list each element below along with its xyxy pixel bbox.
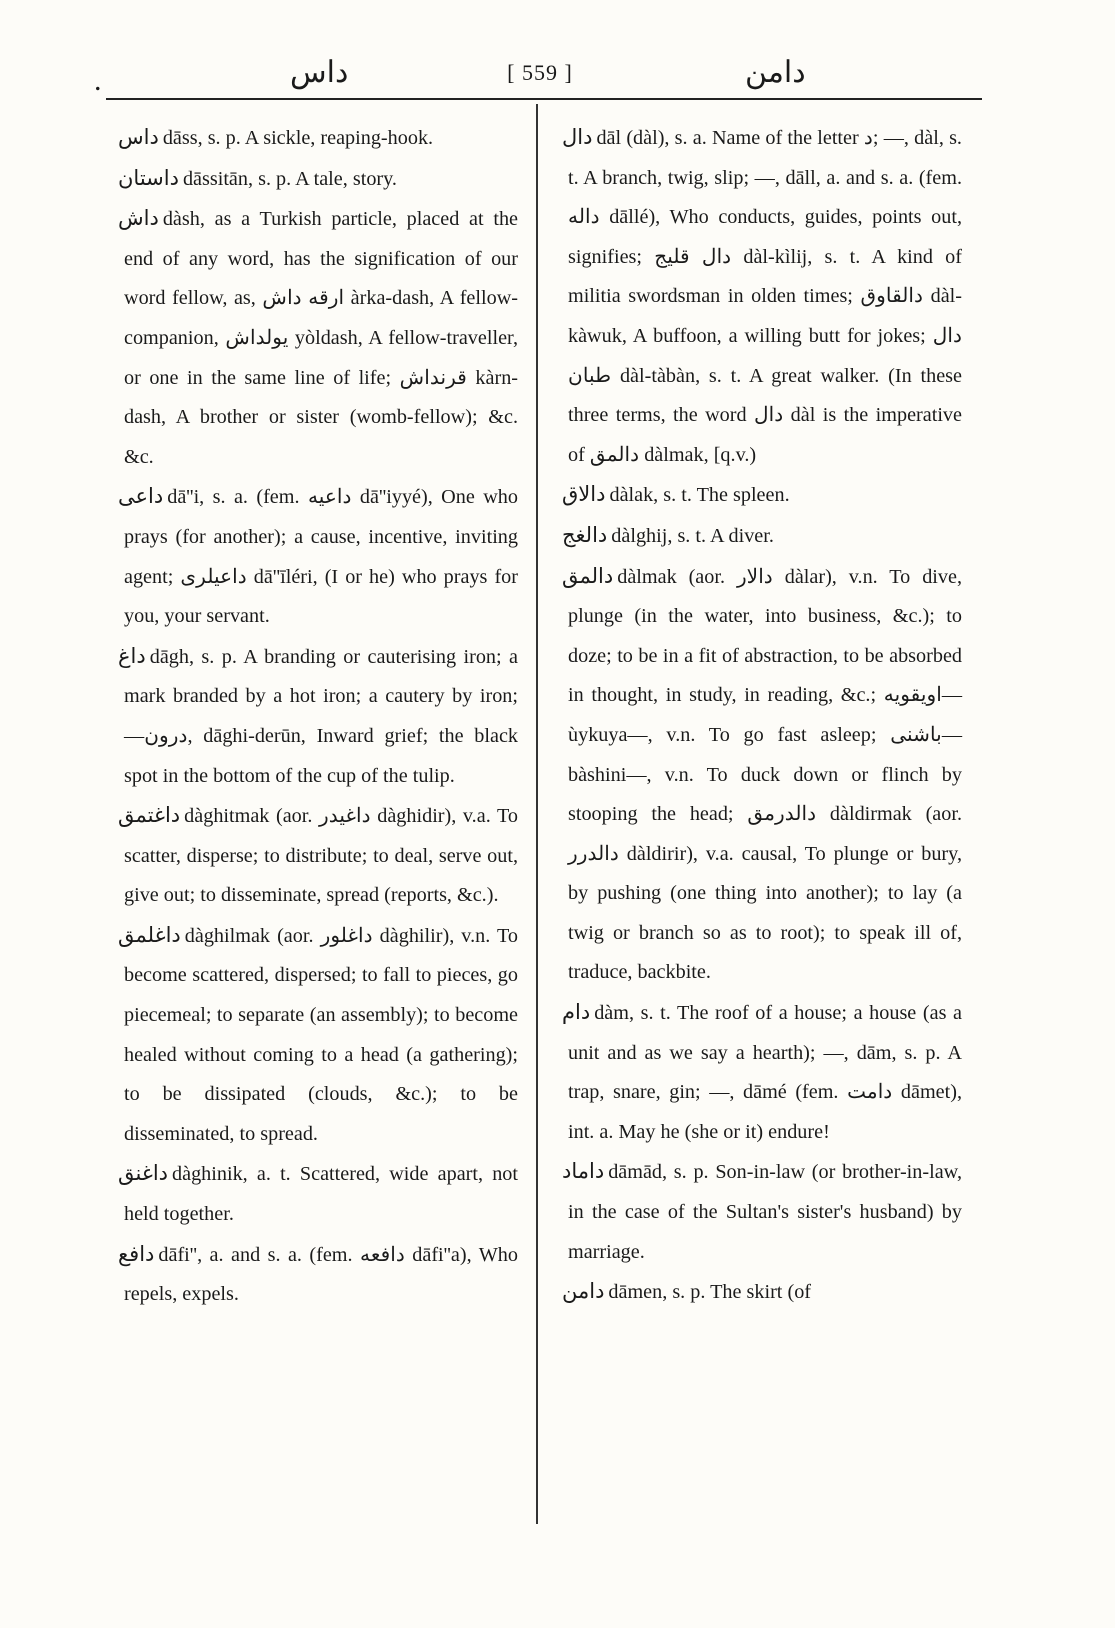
headword-arabic: دافع xyxy=(118,1241,155,1266)
entry-text: dàsh, as a Turkish particle, placed at the end of any word, has the signification of our word fellow, as, ارقه داش àrka-dash, A fellow-companion, یولداش yòldash, A fellow-traveller, or one in the same line of life; قرنداش kàrn-dash, A brother or sister (womb-fellow); &c. &c. xyxy=(124,208,519,468)
headword-arabic: داماد xyxy=(562,1159,605,1184)
entry-damen xyxy=(562,1272,962,1313)
entry-dass xyxy=(118,118,518,159)
entry-daghitmak xyxy=(118,796,518,916)
headword-arabic: دالاق xyxy=(562,482,606,507)
header-right-word: دامن xyxy=(745,56,806,89)
page-header xyxy=(94,52,980,97)
headword-arabic: داغلمق xyxy=(118,922,181,947)
entry-text: dàghitmak (aor. داغیدر dàghidir), v.a. To scatter, disperse; to distribute; to deal, serve out, give out; to disseminate, spread (reports, &c.). xyxy=(124,805,518,907)
column-divider xyxy=(536,104,538,1524)
entry-text: dāgh, s. p. A branding or cauterising iron; a mark branded by a hot iron; a cautery by iron; —درون, dāghi-derūn, Inward grief; the black spot in the bottom of the cup of the tulip. xyxy=(124,645,518,787)
header-left-word: داس xyxy=(290,56,349,89)
headword-arabic: داغنق xyxy=(118,1161,169,1186)
headword-arabic: داغ xyxy=(118,643,146,668)
entry-dalak xyxy=(562,475,962,516)
entry-dalmak xyxy=(562,557,962,994)
header-rule xyxy=(106,98,982,100)
entry-dai xyxy=(118,477,518,636)
headword-arabic: داعی xyxy=(118,484,164,509)
entry-dassitan xyxy=(118,159,518,200)
entry-dal xyxy=(562,118,962,475)
entry-dagh xyxy=(118,637,518,796)
entry-text: dāmen, s. p. The skirt (of xyxy=(608,1281,812,1304)
entry-text: dàghinik, a. t. Scattered, wide apart, not held together. xyxy=(124,1163,518,1226)
page-number: [ 559 ] xyxy=(507,60,573,85)
headword-arabic: داستان xyxy=(118,165,179,190)
entry-dam xyxy=(562,993,962,1152)
entry-text: dàm, s. t. The roof of a house; a house (as a unit and as we say a hearth); —, dām, s. p. A trap, snare, gin; —, dāmé (fem. دامت dāmet), int. a. May he (she or it) endure! xyxy=(568,1002,962,1143)
entry-text: dàlghij, s. t. A diver. xyxy=(611,524,774,547)
headword-arabic: دالغج xyxy=(562,522,608,547)
entry-daghinik xyxy=(118,1154,518,1234)
entry-damad xyxy=(562,1152,962,1272)
entry-text: dā''i, s. a. (fem. داعیه dā''iyyé), One who prays (for another); a cause, incentive, inviting agent; داعیلری dā''īléri, (I or he) who prays for you, your servant. xyxy=(124,486,518,628)
headword-arabic: داش xyxy=(118,206,159,231)
headword-arabic: دامن xyxy=(562,1279,605,1304)
entry-dafi xyxy=(118,1235,518,1315)
entry-text: dāfi'', a. and s. a. (fem. دافعه dāfi''a), Who repels, expels. xyxy=(124,1243,518,1306)
headword-arabic: داغتمق xyxy=(118,803,181,828)
entry-dalghij xyxy=(562,516,962,557)
header-dot: . xyxy=(94,64,102,97)
entry-text: dàlmak (aor. دالار dàlar), v.n. To dive, plunge (in the water, into business, &c.); to doze; to be in a fit of abstraction, to be absorbed in thought, in study, in reading, &c.; اویقویه— ùykuya—, v.n. To go fast asleep; باشنی— bàshini—, v.n. To duck down or flinch by stooping the head; دالدرمق dàldirmak (aor. دالدرر dàldirir), v.a. causal, To plunge or bury, by pushing (one thing into another); to lay (a twig or branch so as to root); to speak ill of, traduce, backbite. xyxy=(568,565,963,984)
headword-arabic: دام xyxy=(562,1000,591,1025)
entry-text: dàlak, s. t. The spleen. xyxy=(609,484,790,507)
left-column xyxy=(118,118,518,1315)
entry-text: dāss, s. p. A sickle, reaping-hook. xyxy=(162,127,434,149)
entry-text: dāl (dàl), s. a. Name of the letter د; —, dàl, s. t. A branch, twig, slip; —, dāll, a. and s. a. (fem. داله dāllé), Who conducts, guides, points out, signifies; دال قلیج dàl-kìlij, s. t. A kind of militia swordsman in olden times; دالقاوق dàl-kàwuk, A buffoon, a willing butt for jokes; دال طبان dàl-tàbàn, s. t. A great walker. (In these three terms, the word دال dàl is the imperative of دالمق dàlmak, [q.v.) xyxy=(568,127,963,466)
headword-arabic: داس xyxy=(118,125,159,149)
entry-text: dàghilmak (aor. داغلور dàghilir), v.n. To become scattered, dispersed; to fall to pieces, go piecemeal; to separate (an assembly); to become healed without coming to a head (a gathering); to be dissipated (clouds, &c.); to be disseminated, to spread. xyxy=(124,924,518,1145)
entry-text: dāssitān, s. p. A tale, story. xyxy=(182,167,397,190)
headword-arabic: دال xyxy=(562,125,593,149)
entry-daghilmak xyxy=(118,916,518,1155)
headword-arabic: دالمق xyxy=(562,563,614,588)
right-column xyxy=(562,118,962,1313)
entry-text: dāmād, s. p. Son-in-law (or brother-in-law, in the case of the Sultan's sister's husband) by marriage. xyxy=(568,1161,962,1263)
entry-dash xyxy=(118,199,518,477)
